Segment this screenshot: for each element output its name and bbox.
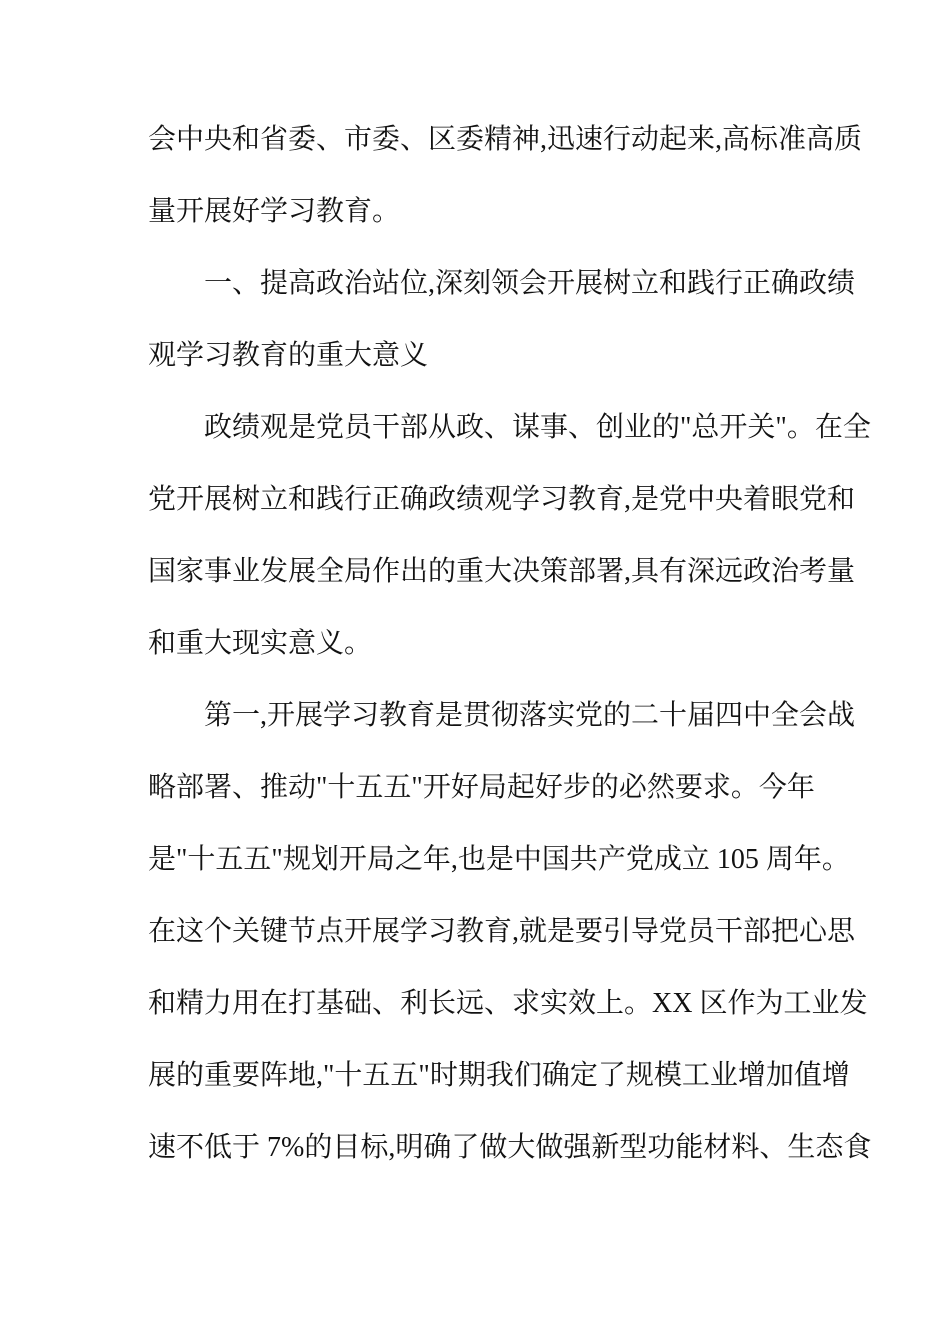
text-line: 和重大现实意义。 — [148, 628, 373, 659]
text-line: 展的重要阵地,"十五五"时期我们确定了规模工业增加值增 — [148, 1060, 850, 1091]
text-line-heading: 观学习教育的重大意义 — [148, 340, 429, 371]
text-line: 党开展树立和践行正确政绩观学习教育,是党中央着眼党和 — [148, 484, 856, 515]
text-line: 在这个关键节点开展学习教育,就是要引导党员干部把心思 — [148, 916, 856, 947]
text-line: 略部署、推动"十五五"开好局起好步的必然要求。今年 — [148, 772, 815, 803]
text-line: 是"十五五"规划开局之年,也是中国共产党成立 105 周年。 — [148, 844, 850, 875]
text-line: 国家事业发展全局作出的重大决策部署,具有深远政治考量 — [148, 556, 856, 587]
text-line: 速不低于 7%的目标,明确了做大做强新型功能材料、生态食 — [148, 1132, 872, 1163]
text-line-heading: 一、提高政治站位,深刻领会开展树立和践行正确政绩 — [204, 268, 856, 299]
text-line: 和精力用在打基础、利长远、求实效上。XX 区作为工业发 — [148, 988, 868, 1019]
text-line: 量开展好学习教育。 — [148, 196, 401, 227]
text-line: 第一,开展学习教育是贯彻落实党的二十届四中全会战 — [204, 700, 856, 731]
text-line: 会中央和省委、市委、区委精神,迅速行动起来,高标准高质 — [148, 124, 863, 155]
text-line: 政绩观是党员干部从政、谋事、创业的"总开关"。在全 — [204, 412, 871, 443]
